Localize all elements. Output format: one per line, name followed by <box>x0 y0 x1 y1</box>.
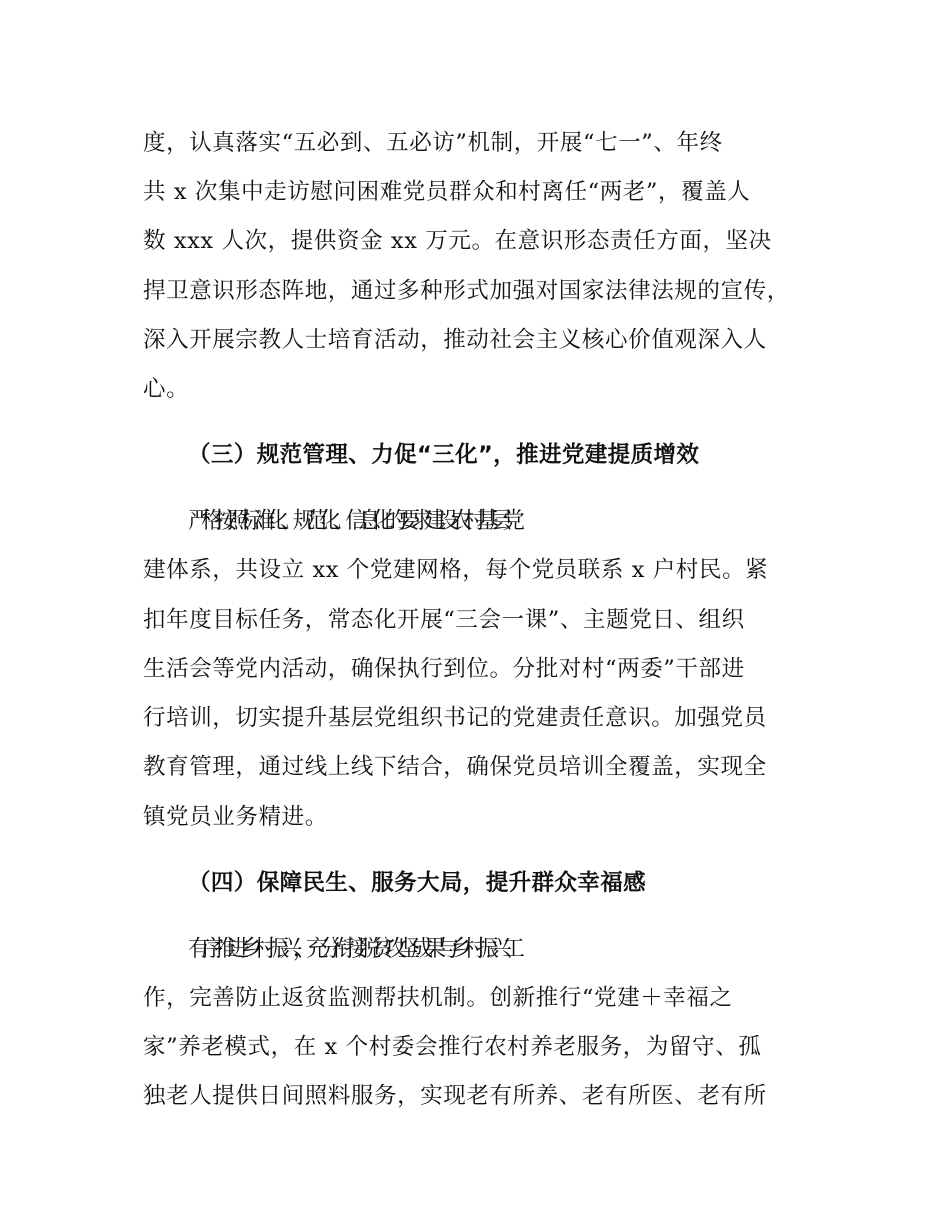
para3-line-3: 家”养老模式，在 x 个村委会推行农村养老服务，为留守、孤 <box>143 1034 762 1060</box>
para2-line-2: 建体系，共设立 xx 个党建网格，每个党员联系 x 户村民。紧 <box>143 557 769 583</box>
para2-line-3: 扣年度目标任务，常态化开展“三会一课”、主题党日、组织 <box>143 607 745 633</box>
para2-line-7: 镇党员业务精进。 <box>143 804 328 830</box>
para1-line-2: 共 x 次集中走访慰问困难党员群众和村离任“两老”，覆盖人 <box>143 179 751 205</box>
para2-line-6: 教育管理，通过线上线下结合，确保党员培训全覆盖，实现全 <box>143 754 767 780</box>
para2-line-4: 生活会等党内活动，确保执行到位。分批对村“两委”干部进 <box>143 656 745 682</box>
section-heading-3: （三）规范管理、力促“三化”，推进党建提质增效 <box>188 442 700 468</box>
para1-line-1: 度，认真落实“五必到、五必访”机制，开展“七一”、年终 <box>143 130 723 156</box>
section-heading-4: （四）保障民生、服务大局，提升群众幸福感 <box>188 870 647 896</box>
para2-line-1: 严格按照标准化、规范化、信息化的要求建设农村基层党 <box>188 508 516 534</box>
para1-line-6: 心。 <box>143 376 190 402</box>
para1-line-3: 数 xxx 人次，提供资金 xx 万元。在意识形态责任方面，坚决 <box>143 228 772 254</box>
para2-line-5: 行培训，切实提升基层党组织书记的党建责任意识。加强党员 <box>143 705 767 731</box>
para3-line-4: 独老人提供日间照料服务，实现老有所养、老有所医、老有所 <box>143 1083 767 1109</box>
para1-line-4: 捍卫意识形态阵地，通过多种形式加强对国家法律法规的宣传， <box>143 278 790 304</box>
para3-line-1: 有序推进乡村振兴，充分衔接脱贫攻坚成果与乡村振兴工 <box>188 936 516 962</box>
para3-line-2: 作，完善防止返贫监测帮扶机制。创新推行“党建＋幸福之 <box>143 985 733 1011</box>
para1-line-5: 深入开展宗教人士培育活动，推动社会主义核心价值观深入人 <box>143 327 767 353</box>
